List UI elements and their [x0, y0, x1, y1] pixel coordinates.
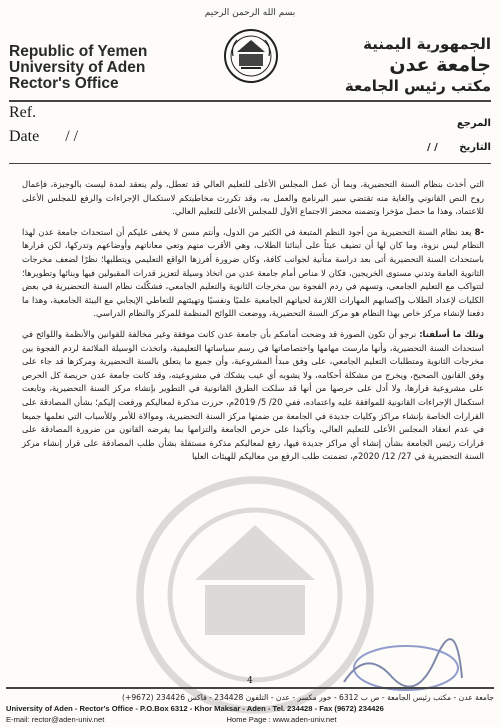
footer-homepage[interactable]: Home Page : www.aden-univ.net	[226, 715, 337, 724]
date-line	[9, 128, 78, 146]
paragraph-number: -8	[474, 226, 484, 237]
footer-english: University of Aden - Rector's Office - P.O.Box 6312 - Khor Maksar - Aden - Tel. 234428 - Fax (9672) 234426	[6, 704, 384, 713]
footer-contacts	[6, 714, 494, 725]
letterhead-english	[9, 44, 147, 92]
university-name: University of Aden	[9, 59, 146, 76]
letter-body	[22, 178, 484, 471]
country-name-ar: الجمهورية اليمنية	[363, 35, 491, 53]
country-name: Republic of Yemen	[9, 43, 148, 60]
office-name-ar: مكتب رئيس الجامعة	[344, 77, 491, 95]
office-name: Rector's Office	[9, 75, 119, 92]
paragraph-8	[22, 226, 484, 321]
subheader-divider	[9, 163, 491, 164]
footer-email[interactable]: E-mail: rector@aden-univ.net	[6, 715, 105, 724]
paragraph-text: نرجو أن تكون الصورة قد وضحت أمامكم بأن جامعة عدن كانت موفقة وغير مخالفة للقوانين والأنظمة واللوائح في استحداث السنة التحضيرية، وأنها مارست مهامها واختصاصاتها في رسم سياساتها التعليمية، واتخذت الوسيلة الملائمة لردم الفجوة بين مخرجات الثانوية ومتطلبات التعليم الجامعي، على وفق مبدأ المشروعية، وأن جميع ما يتعلق بالسنة التحضيرية ومركزها قد جاء على وفق القانون الصحيح، ويخرج من مشكلة أحكامه، ولا يشوبه أي عيب يشكك في مشروعيته، وقد كانت جامعة عدن حريصة كل الحرص على مشروعية قرارها، ولا أدل على حرصها من أنها قد سلكت الطرق القانونية في التطوير بإنشاء مركز السنة التحضيرية، وتابعت استكمال الإجراءات القانونية للموافقة عليه واعتماده، ففي 20/ 5/ 2019م، حررت مذكرة لمعاليكم ورفعت إليكم؛ بشأن المصادقة على القرارات الخاصة بإنشاء مراكز وكليات جديدة في الجامعة من ضمنها مركز السنة التحضيرية، وموالاة للأمر وللأسباب التي نعلمها جميعا في عدم انعقاد المجلس الأعلى للتعليم العالي، وتأكيدا على حرص الجامعة والتزامها بما يفرضه القانون من ضرورة المصادقة على قرارات رئيس الجامعة بشأن إنشاء أي مراكز جديدة فيها، رفع لمعاليكم مذكرة مستقلة بشأن طلب المصادقة على قرار إنشاء مركز السنة التحضيرية في 27/ 12/ 2020م، تضمنت طلب الرفع من معاليكم للهيئات العليا	[22, 328, 485, 462]
ref-label: Ref.	[9, 104, 37, 121]
header-divider	[9, 100, 491, 102]
basmala: بسم الله الرحمن الرحيم	[204, 8, 296, 18]
date-line-ar	[427, 142, 491, 153]
paragraph-conclusion	[22, 328, 484, 464]
footer-arabic: جامعة عدن - مكتب رئيس الجامعة - ص ب 6312 - خور مكسر - عدن - التلفون 234428 - فاكس 234426 (9672+)	[122, 693, 494, 702]
date-label-ar: التاريخ	[459, 142, 491, 153]
page-number: 4	[247, 676, 253, 686]
paragraph: التي أخذت بنظام السنة التحضيرية، وبما أن عمل المجلس الأعلى للتعليم العالي قد تعطل، ولم ينعقد لمدة ليست بالوجيزة، فإعمال روح النص القانوني والغاية منه تقتضي سير البرنامج والعمل به، وقد تكررت مخاطبتكم لاستكمال الإجراءات والرفع للمجلس الأعلى للاعتماد، وهذا ما حصل مؤخرا وتضمنه محضر الاجتماع الأول للمجلس الأعلى للتعليم العالي.	[22, 179, 484, 217]
footer	[6, 687, 494, 725]
paragraph-text: يعد نظام السنة التحضيرية من أجود النظم المتبعة في الكثير من الدول، وأنتم مسن لا يخفى عليكم أن استحداث جامعة عدن لهذا النظام ليس نزوة، وما كان لها أن تضيف عبئاً على أبنائنا الطلاب، وهي الأقرب منهم وتعي معاناتهم وأوضاعهم وتدركها، لكن قرارها باستحداث السنة التحضيرية أتى بعد دراسة متأنية لجوانب كافة، وكان ضرورة أفرزها الواقع التعليمي ويتطلبها؛ نظرًا لضعف مخرجات الثانوية العامة وتدني مستوى الخريجين، فكان لا مناص أمام جامعة عدن من اتخاذ وسيلة لتعزيز قدرات المقبولين فيها وبنائها وتطويرها؛ لتتواكب مع التعليم الجامعي، وتسهم في ردم الفجوة بين مخرجات الثانوية والتعليم الجامعي، فشكّلت نظام السنة التحضيرية في بعض الكليات لإعداد الطلاب وإكسابهم المهارات اللازمة لحياتهم الجامعية علميًا ونفسيًا وتهيئتهم للتعاطي الإيجابي مع البيئة الجامعية، وهذا ما دفعنا لإنشاء مركز خاص بهذا النظام هو مركز السنة التحضيرية، ووضعت اللوائح المنظمة للمركز والنظام الدراسي.	[22, 226, 484, 319]
university-emblem-icon	[223, 28, 279, 84]
ref-label-ar: المرجع	[456, 118, 491, 129]
letterhead-arabic	[345, 34, 491, 96]
date-label: Date	[9, 128, 40, 145]
date-separators-ar: / /	[426, 142, 438, 153]
paragraph-lead: وتلك ما أسلفنا:	[419, 328, 484, 339]
date-separators: / /	[65, 128, 79, 145]
university-name-ar: جامعة عدن	[389, 54, 491, 76]
